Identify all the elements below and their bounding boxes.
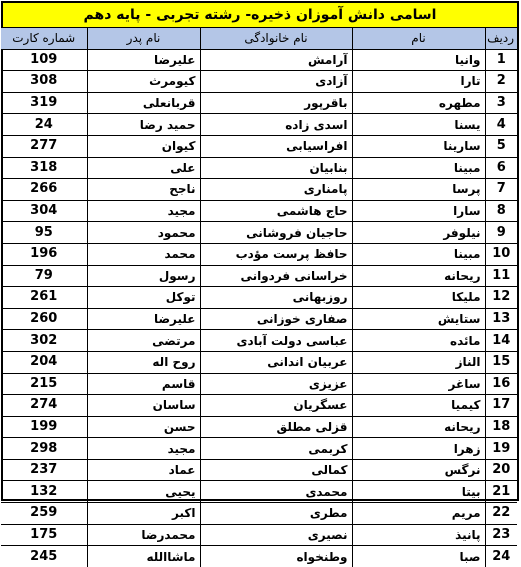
- table-row: [1, 308, 517, 330]
- cell-row-number: 1: [485, 49, 517, 71]
- cell-father-name: کیومرث: [87, 71, 200, 93]
- cell-card-number: 266: [1, 179, 87, 201]
- cell-father-name: عماد: [87, 459, 200, 481]
- header-father-name: نام پدر: [87, 28, 200, 49]
- cell-father-name: حمید رضا: [87, 114, 200, 136]
- cell-last-name: عربیان اندانی: [200, 351, 352, 373]
- cell-row-number: 8: [485, 200, 517, 222]
- cell-first-name: پانیذ: [352, 524, 485, 546]
- cell-last-name: پامناری: [200, 179, 352, 201]
- table-row: [1, 92, 517, 114]
- cell-father-name: حسن: [87, 416, 200, 438]
- table-row: [1, 503, 517, 525]
- table-row: [1, 157, 517, 179]
- cell-father-name: مجید: [87, 200, 200, 222]
- header-row-number: ردیف: [485, 28, 517, 49]
- cell-last-name: کربمی: [200, 438, 352, 460]
- cell-father-name: کیوان: [87, 135, 200, 157]
- header-row: [1, 28, 517, 49]
- cell-row-number: 17: [485, 395, 517, 417]
- cell-first-name: مبینا: [352, 157, 485, 179]
- cell-card-number: 318: [1, 157, 87, 179]
- cell-last-name: باقرپور: [200, 92, 352, 114]
- cell-card-number: 260: [1, 308, 87, 330]
- cell-card-number: 95: [1, 222, 87, 244]
- table-row: [1, 243, 517, 265]
- cell-last-name: کمالی: [200, 459, 352, 481]
- cell-first-name: مبینا: [352, 243, 485, 265]
- cell-card-number: 132: [1, 481, 87, 503]
- cell-father-name: توکل: [87, 287, 200, 309]
- cell-row-number: 20: [485, 459, 517, 481]
- table-row: [1, 114, 517, 136]
- cell-row-number: 10: [485, 243, 517, 265]
- cell-first-name: نیلوفر: [352, 222, 485, 244]
- table-row: [1, 546, 517, 567]
- cell-last-name: افراسیابی: [200, 135, 352, 157]
- table-row: [1, 222, 517, 244]
- cell-first-name: بیتا: [352, 481, 485, 503]
- cell-row-number: 5: [485, 135, 517, 157]
- cell-father-name: مرتضی: [87, 330, 200, 352]
- cell-row-number: 22: [485, 503, 517, 525]
- cell-first-name: صبا: [352, 546, 485, 567]
- cell-row-number: 12: [485, 287, 517, 309]
- table-row: [1, 200, 517, 222]
- table-row: [1, 265, 517, 287]
- cell-card-number: 237: [1, 459, 87, 481]
- cell-last-name: حاج هاشمی: [200, 200, 352, 222]
- table-row: [1, 351, 517, 373]
- student-list-sheet: [1, 1, 519, 564]
- cell-first-name: مطهره: [352, 92, 485, 114]
- cell-father-name: ساسان: [87, 395, 200, 417]
- cell-father-name: اکبر: [87, 503, 200, 525]
- cell-father-name: علیرضا: [87, 49, 200, 71]
- cell-last-name: حافظ پرست مؤدب: [200, 243, 352, 265]
- table-row: [1, 481, 517, 503]
- cell-first-name: الناز: [352, 351, 485, 373]
- cell-last-name: خراسانی فردوانی: [200, 265, 352, 287]
- cell-card-number: 274: [1, 395, 87, 417]
- cell-last-name: محمدی: [200, 481, 352, 503]
- table-row: [1, 135, 517, 157]
- cell-last-name: بنابیان: [200, 157, 352, 179]
- cell-card-number: 302: [1, 330, 87, 352]
- students-table: [1, 28, 517, 567]
- cell-row-number: 14: [485, 330, 517, 352]
- cell-card-number: 277: [1, 135, 87, 157]
- table-body: [1, 49, 517, 567]
- cell-row-number: 18: [485, 416, 517, 438]
- cell-father-name: علی: [87, 157, 200, 179]
- cell-father-name: محمدرضا: [87, 524, 200, 546]
- cell-last-name: اسدی زاده: [200, 114, 352, 136]
- cell-father-name: قربانعلی: [87, 92, 200, 114]
- cell-last-name: عباسی دولت آبادی: [200, 330, 352, 352]
- cell-card-number: 196: [1, 243, 87, 265]
- cell-card-number: 215: [1, 373, 87, 395]
- cell-first-name: ساغر: [352, 373, 485, 395]
- cell-father-name: محمد: [87, 243, 200, 265]
- cell-row-number: 2: [485, 71, 517, 93]
- cell-card-number: 109: [1, 49, 87, 71]
- cell-father-name: یحیی: [87, 481, 200, 503]
- cell-card-number: 175: [1, 524, 87, 546]
- cell-card-number: 79: [1, 265, 87, 287]
- cell-last-name: حاجیان فروشانی: [200, 222, 352, 244]
- table-row: [1, 524, 517, 546]
- table-row: [1, 330, 517, 352]
- cell-card-number: 199: [1, 416, 87, 438]
- cell-row-number: 11: [485, 265, 517, 287]
- cell-last-name: قزلی مطلق: [200, 416, 352, 438]
- cell-first-name: یسنا: [352, 114, 485, 136]
- cell-last-name: عسگریان: [200, 395, 352, 417]
- cell-father-name: روح اله: [87, 351, 200, 373]
- cell-row-number: 24: [485, 546, 517, 567]
- table-row: [1, 395, 517, 417]
- cell-row-number: 6: [485, 157, 517, 179]
- cell-first-name: تارا: [352, 71, 485, 93]
- cell-row-number: 21: [485, 481, 517, 503]
- cell-row-number: 7: [485, 179, 517, 201]
- cell-father-name: مجید: [87, 438, 200, 460]
- header-last-name: نام خانوادگی: [200, 28, 352, 49]
- cell-card-number: 298: [1, 438, 87, 460]
- cell-first-name: سارا: [352, 200, 485, 222]
- cell-card-number: 204: [1, 351, 87, 373]
- table-row: [1, 373, 517, 395]
- cell-row-number: 19: [485, 438, 517, 460]
- table-row: [1, 438, 517, 460]
- table-row: [1, 49, 517, 71]
- cell-father-name: علیرضا: [87, 308, 200, 330]
- cell-first-name: کیمیا: [352, 395, 485, 417]
- cell-card-number: 261: [1, 287, 87, 309]
- cell-father-name: محمود: [87, 222, 200, 244]
- cell-row-number: 16: [485, 373, 517, 395]
- cell-first-name: وانیا: [352, 49, 485, 71]
- cell-card-number: 24: [1, 114, 87, 136]
- cell-first-name: سارینا: [352, 135, 485, 157]
- cell-row-number: 23: [485, 524, 517, 546]
- table-row: [1, 459, 517, 481]
- cell-first-name: مریم: [352, 503, 485, 525]
- cell-last-name: صفاری خوزانی: [200, 308, 352, 330]
- cell-last-name: روزبهانی: [200, 287, 352, 309]
- cell-row-number: 13: [485, 308, 517, 330]
- cell-first-name: پرسا: [352, 179, 485, 201]
- cell-first-name: مائده: [352, 330, 485, 352]
- cell-first-name: زهرا: [352, 438, 485, 460]
- cell-last-name: وطنخواه: [200, 546, 352, 567]
- cell-father-name: ناجح: [87, 179, 200, 201]
- cell-first-name: نرگس: [352, 459, 485, 481]
- cell-father-name: رسول: [87, 265, 200, 287]
- cell-last-name: آزادی: [200, 71, 352, 93]
- cell-last-name: نصیری: [200, 524, 352, 546]
- header-card-number: شماره کارت: [1, 28, 87, 49]
- cell-card-number: 259: [1, 503, 87, 525]
- cell-card-number: 245: [1, 546, 87, 567]
- table-row: [1, 71, 517, 93]
- header-first-name: نام: [352, 28, 485, 49]
- cell-card-number: 308: [1, 71, 87, 93]
- cell-row-number: 15: [485, 351, 517, 373]
- table-row: [1, 416, 517, 438]
- cell-first-name: ملیکا: [352, 287, 485, 309]
- sheet-title: اسامی دانش آموزان ذخیره- رشته تجربی - پایه دهم: [3, 3, 517, 28]
- cell-last-name: عزیزی: [200, 373, 352, 395]
- cell-card-number: 319: [1, 92, 87, 114]
- cell-card-number: 304: [1, 200, 87, 222]
- cell-row-number: 3: [485, 92, 517, 114]
- cell-first-name: ستایش: [352, 308, 485, 330]
- cell-row-number: 9: [485, 222, 517, 244]
- cell-father-name: قاسم: [87, 373, 200, 395]
- cell-last-name: آرامش: [200, 49, 352, 71]
- table-row: [1, 287, 517, 309]
- cell-first-name: ریحانه: [352, 416, 485, 438]
- cell-last-name: مطری: [200, 503, 352, 525]
- cell-row-number: 4: [485, 114, 517, 136]
- table-row: [1, 179, 517, 201]
- cell-father-name: ماشاالله: [87, 546, 200, 567]
- cell-first-name: ریحانه: [352, 265, 485, 287]
